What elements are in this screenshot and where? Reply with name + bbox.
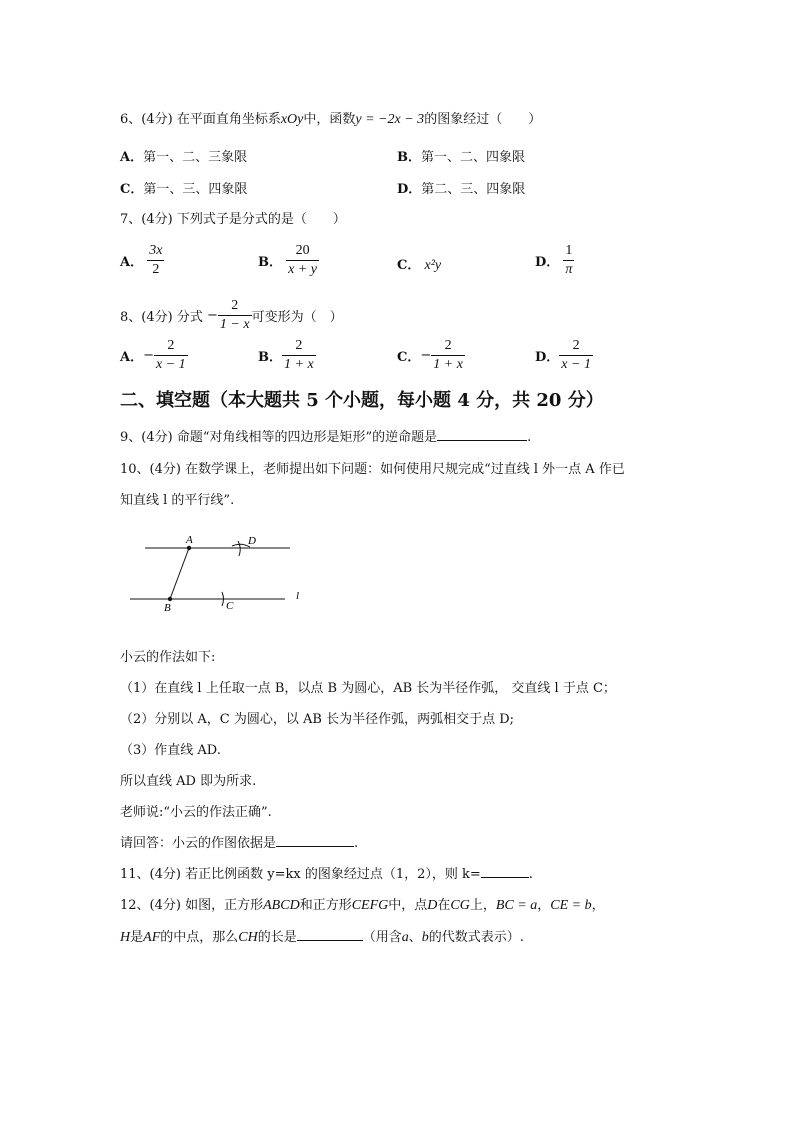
q12-text: 如图，正方形 [185, 898, 264, 913]
numerator: 2 [231, 298, 239, 313]
q11-answer-blank[interactable] [481, 865, 529, 878]
q12-text: 中，点 [388, 898, 428, 913]
q6-option-text: 第二、三、四象限 [421, 182, 526, 197]
denominator: x + y [288, 262, 318, 277]
q11-text: 若正比例函数 y=kx 的图象经过点（1，2），则 k= [185, 867, 481, 882]
label-l: l [296, 590, 300, 602]
q6-option-d [397, 178, 525, 197]
q6-option-c [120, 178, 247, 197]
q6-coord: xOy [280, 112, 304, 127]
q6-number: 6、(4分) [120, 112, 173, 127]
q8-a-sign: − [143, 348, 154, 363]
q10-text-1: 在数学课上，老师提出如下问题：如何使用尺规完成“过直线 l 外一点 A 作已 [185, 462, 625, 477]
q10-line-2: 知直线 l 的平行线”. [120, 493, 235, 508]
q6-option-text: 第一、三、四象限 [143, 182, 248, 197]
q10-answer-blank[interactable] [276, 834, 354, 847]
numerator: 2 [444, 338, 452, 353]
q12-math: CH [238, 930, 258, 945]
q9-text: 命题“对角线相等的四边形是矩形”的逆命题是 [176, 430, 438, 445]
q7-option-label: C． [397, 258, 421, 273]
q6-option-text: 第一、二、三象限 [143, 150, 248, 165]
q6-option-b [397, 146, 525, 165]
q6-option-a [120, 146, 247, 165]
q6-option-label: B． [397, 150, 421, 165]
q12-math: CE = b [550, 898, 592, 913]
q12-math: a [401, 930, 409, 945]
q8-option-a [120, 338, 188, 373]
numerator: 2 [295, 338, 303, 353]
q6-text-2: 中，函数 [303, 112, 356, 127]
numerator: 20 [295, 243, 310, 258]
q10-conclusion: 所以直线 AD 即为所求. [120, 774, 257, 789]
q6-text-3: 的图象经过（ ） [424, 112, 542, 127]
q10-line-1 [120, 458, 625, 477]
q7-d-fraction [563, 243, 574, 278]
q10-step-1: （1）在直线 l 上任取一点 B，以点 B 为圆心，AB 长为半径作弧， 交直线 l 于点 C； [120, 681, 616, 696]
point-a [187, 546, 191, 550]
q8-c-sign: − [420, 348, 432, 363]
q11 [120, 863, 533, 882]
q12-math: b [421, 930, 429, 945]
q6-option-label: A． [120, 150, 144, 165]
q7-option-label: A． [120, 255, 144, 270]
q7-option-a [120, 243, 164, 278]
q7-option-d [535, 243, 574, 278]
q10-question [120, 832, 358, 851]
numerator: 1 [565, 243, 573, 258]
q12-text: 上， [469, 898, 496, 913]
q12-math: AF [143, 930, 161, 945]
q12-text: ， [591, 898, 605, 913]
q10-step-2: （2）分别以 A，C 为圆心，以 AB 长为半径作弧，两弧相交于点 D; [120, 712, 515, 727]
denominator: 1 + x [284, 357, 314, 372]
segment-ab [170, 548, 189, 599]
denominator: π [565, 262, 573, 277]
q8-option-label: A． [120, 350, 144, 365]
q8-option-label: C． [397, 350, 421, 365]
denominator: 1 + x [433, 357, 463, 372]
denominator: 1 − x [219, 317, 250, 332]
q8-option-label: D． [535, 350, 560, 365]
q6-function: y = −2x − 3 [355, 112, 425, 127]
q10-teacher: 老师说:“小云的作法正确”. [120, 805, 272, 820]
q10-step-3: （3）作直线 AD. [120, 743, 221, 758]
q12-math: CG [450, 898, 470, 913]
q9 [120, 426, 531, 445]
q6-option-label: D． [397, 182, 422, 197]
label-d: D [248, 535, 256, 547]
q9-end: . [527, 430, 532, 445]
q7-option-b [258, 243, 319, 278]
q8-minus-sign: − [206, 308, 218, 323]
q12-math: BC = a [495, 898, 538, 913]
label-b: B [164, 602, 171, 614]
q12-text: 在 [437, 898, 451, 913]
q12-math: D [427, 898, 438, 913]
q7-c-expression: x²y [424, 258, 442, 273]
q6-stem [120, 108, 541, 128]
q12-text: 的中点，那么 [160, 930, 239, 945]
q8-b-fraction [282, 338, 316, 373]
q10-question-end: . [354, 836, 359, 851]
numerator: 3x [149, 243, 163, 258]
q12-math: H [120, 930, 131, 945]
q8-stem [120, 298, 343, 333]
q8-option-c [397, 338, 465, 373]
q12-text: ， [537, 898, 551, 913]
q8-option-d [535, 338, 593, 373]
q7-number: 7、(4分) [120, 212, 173, 227]
point-b [168, 597, 172, 601]
q8-a-fraction [154, 338, 188, 373]
q6-option-text: 第一、二、四象限 [421, 150, 526, 165]
label-c: C [226, 600, 234, 612]
q10-step-intro: 小云的作法如下: [120, 650, 216, 665]
q7-stem [120, 208, 346, 227]
q7-b-fraction [286, 243, 319, 278]
q7-text: 下列式子是分式的是（ ） [176, 212, 346, 227]
q12-text: 的代数式表示）. [428, 930, 524, 945]
q8-c-fraction [431, 338, 465, 373]
q12-text: 、 [408, 930, 422, 945]
q12-text: 和正方形 [299, 898, 352, 913]
q7-option-c [397, 254, 441, 274]
q7-a-fraction [147, 243, 164, 278]
q11-number: 11、(4分) [120, 867, 181, 882]
q8-option-label: B． [258, 350, 282, 365]
q12-line-1 [120, 894, 605, 914]
q8-d-fraction [559, 338, 593, 373]
q12-answer-blank[interactable] [297, 928, 363, 941]
section-2-heading: 二、填空题（本大题共 5 个小题，每小题 4 分，共 20 分） [120, 390, 604, 411]
q10-question-text: 请回答：小云的作图依据是 [120, 836, 277, 851]
q9-answer-blank[interactable] [437, 428, 527, 441]
q8-option-b [258, 338, 316, 373]
q12-text: 是 [130, 930, 144, 945]
q6-text-1: 在平面直角坐标系 [176, 112, 281, 127]
q8-text-2: 可变形为（ ） [251, 310, 343, 325]
q11-end: . [528, 867, 533, 882]
q9-number: 9、(4分) [120, 430, 173, 445]
q12-number: 12、(4分) [120, 898, 181, 913]
q12-math: ABCD [263, 898, 300, 913]
q8-fraction [218, 298, 252, 333]
q8-number: 8、(4分) [120, 310, 173, 325]
q12-text: 的长是 [257, 930, 297, 945]
q12-math: CEFG [351, 898, 389, 913]
denominator: x − 1 [156, 357, 186, 372]
q12-line-2 [120, 926, 524, 946]
q7-option-label: D． [535, 255, 560, 270]
q10-figure [120, 530, 320, 615]
q10-number: 10、(4分) [120, 462, 181, 477]
q8-text-1: 分式 [176, 310, 203, 325]
label-a: A [186, 534, 193, 546]
numerator: 2 [167, 338, 175, 353]
q7-option-label: B． [258, 255, 282, 270]
denominator: x − 1 [561, 357, 591, 372]
numerator: 2 [572, 338, 580, 353]
q6-option-label: C． [120, 182, 144, 197]
q12-text: （用含 [362, 930, 402, 945]
denominator: 2 [147, 260, 164, 278]
